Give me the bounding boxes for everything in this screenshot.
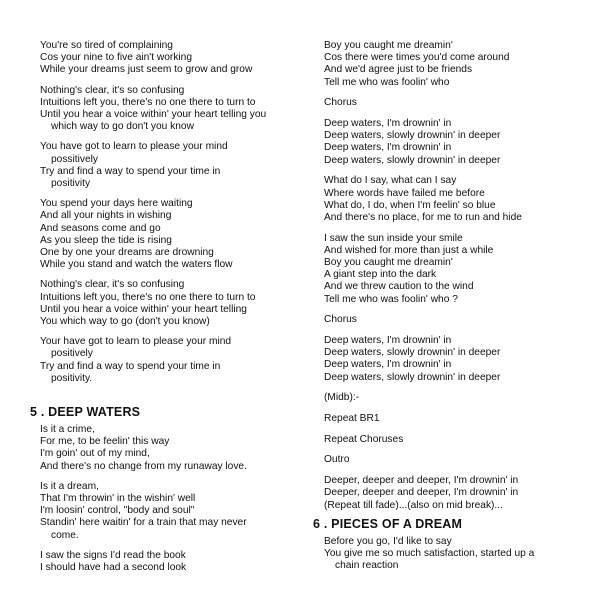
lyric-line: Repeat BR1	[324, 413, 380, 425]
lyric-line: positivity.	[51, 372, 93, 384]
lyric-stanza	[40, 424, 310, 473]
lyric-line: Try and find a way to spend your time in	[40, 360, 221, 372]
lyric-stanza	[324, 454, 594, 466]
lyric-stanza	[40, 481, 310, 542]
lyric-line: You're so tired of complaining	[40, 40, 173, 51]
lyric-line: Deep waters, I'm drownin' in	[324, 142, 452, 154]
lyric-line: And we'd agree just to be friends	[324, 64, 473, 76]
song-5-heading: 5 . DEEP WATERS	[30, 405, 141, 419]
lyric-line: Deeper, deeper and deeper, I'm drownin' in	[324, 475, 519, 487]
lyric-line: And there's no change from my runaway love.	[40, 460, 247, 472]
lyric-line: Deep waters, slowly drownin' in deeper	[324, 130, 501, 142]
lyric-line: And there's no place, for me to run and hide	[324, 211, 522, 223]
lyric-line: Chorus	[324, 314, 357, 326]
lyric-line: chain reaction	[335, 560, 399, 572]
lyric-line: Tell me who was foolin' who	[324, 76, 450, 88]
lyric-stanza	[324, 233, 594, 306]
lyric-line: Intuitions left you, there's no one there to turn to	[40, 291, 256, 303]
lyric-line: While you stand and watch the waters flow	[40, 259, 233, 271]
lyric-line: And seasons come and go	[40, 222, 161, 234]
song-6-heading: 6 . PIECES OF A DREAM	[313, 517, 463, 531]
lyric-line: possitively	[51, 153, 98, 165]
lyric-line: Standin' here waitin' for a train that may never	[40, 517, 247, 529]
lyric-line: Deep waters, slowly drownin' in deeper	[324, 347, 501, 359]
lyric-line: Cos your nine to five ain't working	[40, 52, 193, 64]
lyric-stanza	[324, 392, 594, 404]
lyric-line: positively	[51, 348, 93, 360]
lyric-line: I saw the signs I'd read the book	[40, 549, 186, 561]
lyric-line: While your dreams just seem to grow and grow	[40, 64, 253, 76]
lyric-line: Nothing's clear, it's so confusing	[40, 84, 185, 96]
lyric-line: I'm goin' out of my mind,	[40, 448, 150, 460]
lyric-line: Chorus	[324, 97, 357, 109]
lyric-stanza	[40, 198, 310, 271]
lyric-line: Deep waters, I'm drownin' in	[324, 118, 452, 130]
lyric-line: Nothing's clear, it's so confusing	[40, 279, 185, 291]
lyric-stanza	[40, 279, 310, 328]
lyric-line: Boy you caught me dreamin'	[324, 257, 453, 269]
lyric-line: Your have got to learn to please your mind	[40, 336, 232, 348]
lyric-stanza	[324, 314, 594, 326]
lyric-line: A giant step into the dark	[324, 269, 437, 281]
lyric-stanza	[324, 434, 594, 446]
lyric-line: You give me so much satisfaction, started up a	[324, 548, 535, 560]
lyric-line: Try and find a way to spend your time in	[40, 165, 221, 177]
lyric-stanza	[40, 550, 310, 574]
lyric-line: You which way to go (don't you know)	[40, 316, 210, 328]
lyric-stanza	[40, 336, 310, 385]
lyric-line: Intuitions left you, there's no one there to turn to	[40, 96, 256, 108]
lyric-line: You spend your days here waiting	[40, 198, 193, 210]
lyric-line: And all your nights in wishing	[40, 210, 172, 222]
lyric-line: Until you hear a voice within' your heart telling	[40, 303, 247, 315]
lyric-line: That I'm throwin' in the wishin' well	[40, 493, 196, 505]
left-column-lyrics	[40, 40, 310, 385]
lyric-line: Before you go, I'd like to say	[324, 536, 452, 547]
lyric-stanza	[324, 97, 594, 109]
lyric-line: Tell me who was foolin' who ?	[324, 293, 458, 305]
lyric-line: which way to go don't you know	[51, 121, 194, 133]
lyric-line: Outro	[324, 454, 350, 466]
right-column-lyrics	[324, 40, 594, 512]
lyric-line: Deep waters, slowly drownin' in deeper	[324, 371, 501, 383]
lyric-stanza	[40, 40, 310, 77]
lyric-stanza	[324, 40, 594, 89]
lyric-line: Deep waters, I'm drownin' in	[324, 335, 452, 347]
lyric-stanza	[40, 85, 310, 134]
lyric-stanza	[324, 118, 594, 167]
lyric-line: Deep waters, I'm drownin' in	[324, 359, 452, 371]
lyric-line: As you sleep the tide is rising	[40, 234, 172, 246]
lyric-line: come.	[51, 529, 79, 541]
lyric-line: Until you hear a voice within' your heart telling you	[40, 109, 267, 121]
lyric-stanza	[324, 413, 594, 425]
lyric-line: Deeper, deeper and deeper, I'm drownin' in	[324, 487, 519, 499]
lyric-line: Repeat Choruses	[324, 433, 404, 445]
lyric-line: Cos there were times you'd come around	[324, 52, 510, 64]
lyric-line: Is it a crime,	[40, 424, 95, 435]
lyric-line: I saw the sun inside your smile	[324, 232, 463, 244]
lyric-line: You have got to learn to please your mind	[40, 141, 228, 153]
lyric-stanza	[324, 536, 594, 573]
lyric-line: For me, to be feelin' this way	[40, 436, 170, 448]
lyric-stanza	[324, 335, 594, 384]
lyric-line: What do, I do, when I'm feelin' so blue	[324, 199, 496, 211]
lyric-line: And we threw caution to the wind	[324, 281, 474, 293]
lyric-line: One by one your dreams are drowning	[40, 247, 214, 259]
lyric-line: Where words have failed me before	[324, 187, 485, 199]
lyric-line: (Midb):-	[324, 392, 360, 404]
lyric-line: Is it a dream,	[40, 480, 99, 492]
lyric-line: What do I say, what can I say	[324, 175, 457, 187]
song-6-lyrics	[324, 536, 594, 573]
lyric-line: I'm loosin' control, "body and soul"	[40, 505, 195, 517]
lyric-line: Boy you caught me dreamin'	[324, 40, 453, 51]
song-5-lyrics	[40, 424, 310, 574]
lyric-line: positivity	[51, 178, 91, 190]
lyric-stanza	[40, 141, 310, 190]
lyric-stanza	[324, 475, 594, 512]
lyric-line: I should have had a second look	[40, 562, 187, 574]
lyric-stanza	[324, 175, 594, 224]
lyric-line: (Repeat till fade)...(also on mid break)...	[324, 499, 503, 511]
lyric-line: And wished for more than just a while	[324, 244, 494, 256]
lyric-line: Deep waters, slowly drownin' in deeper	[324, 154, 501, 166]
